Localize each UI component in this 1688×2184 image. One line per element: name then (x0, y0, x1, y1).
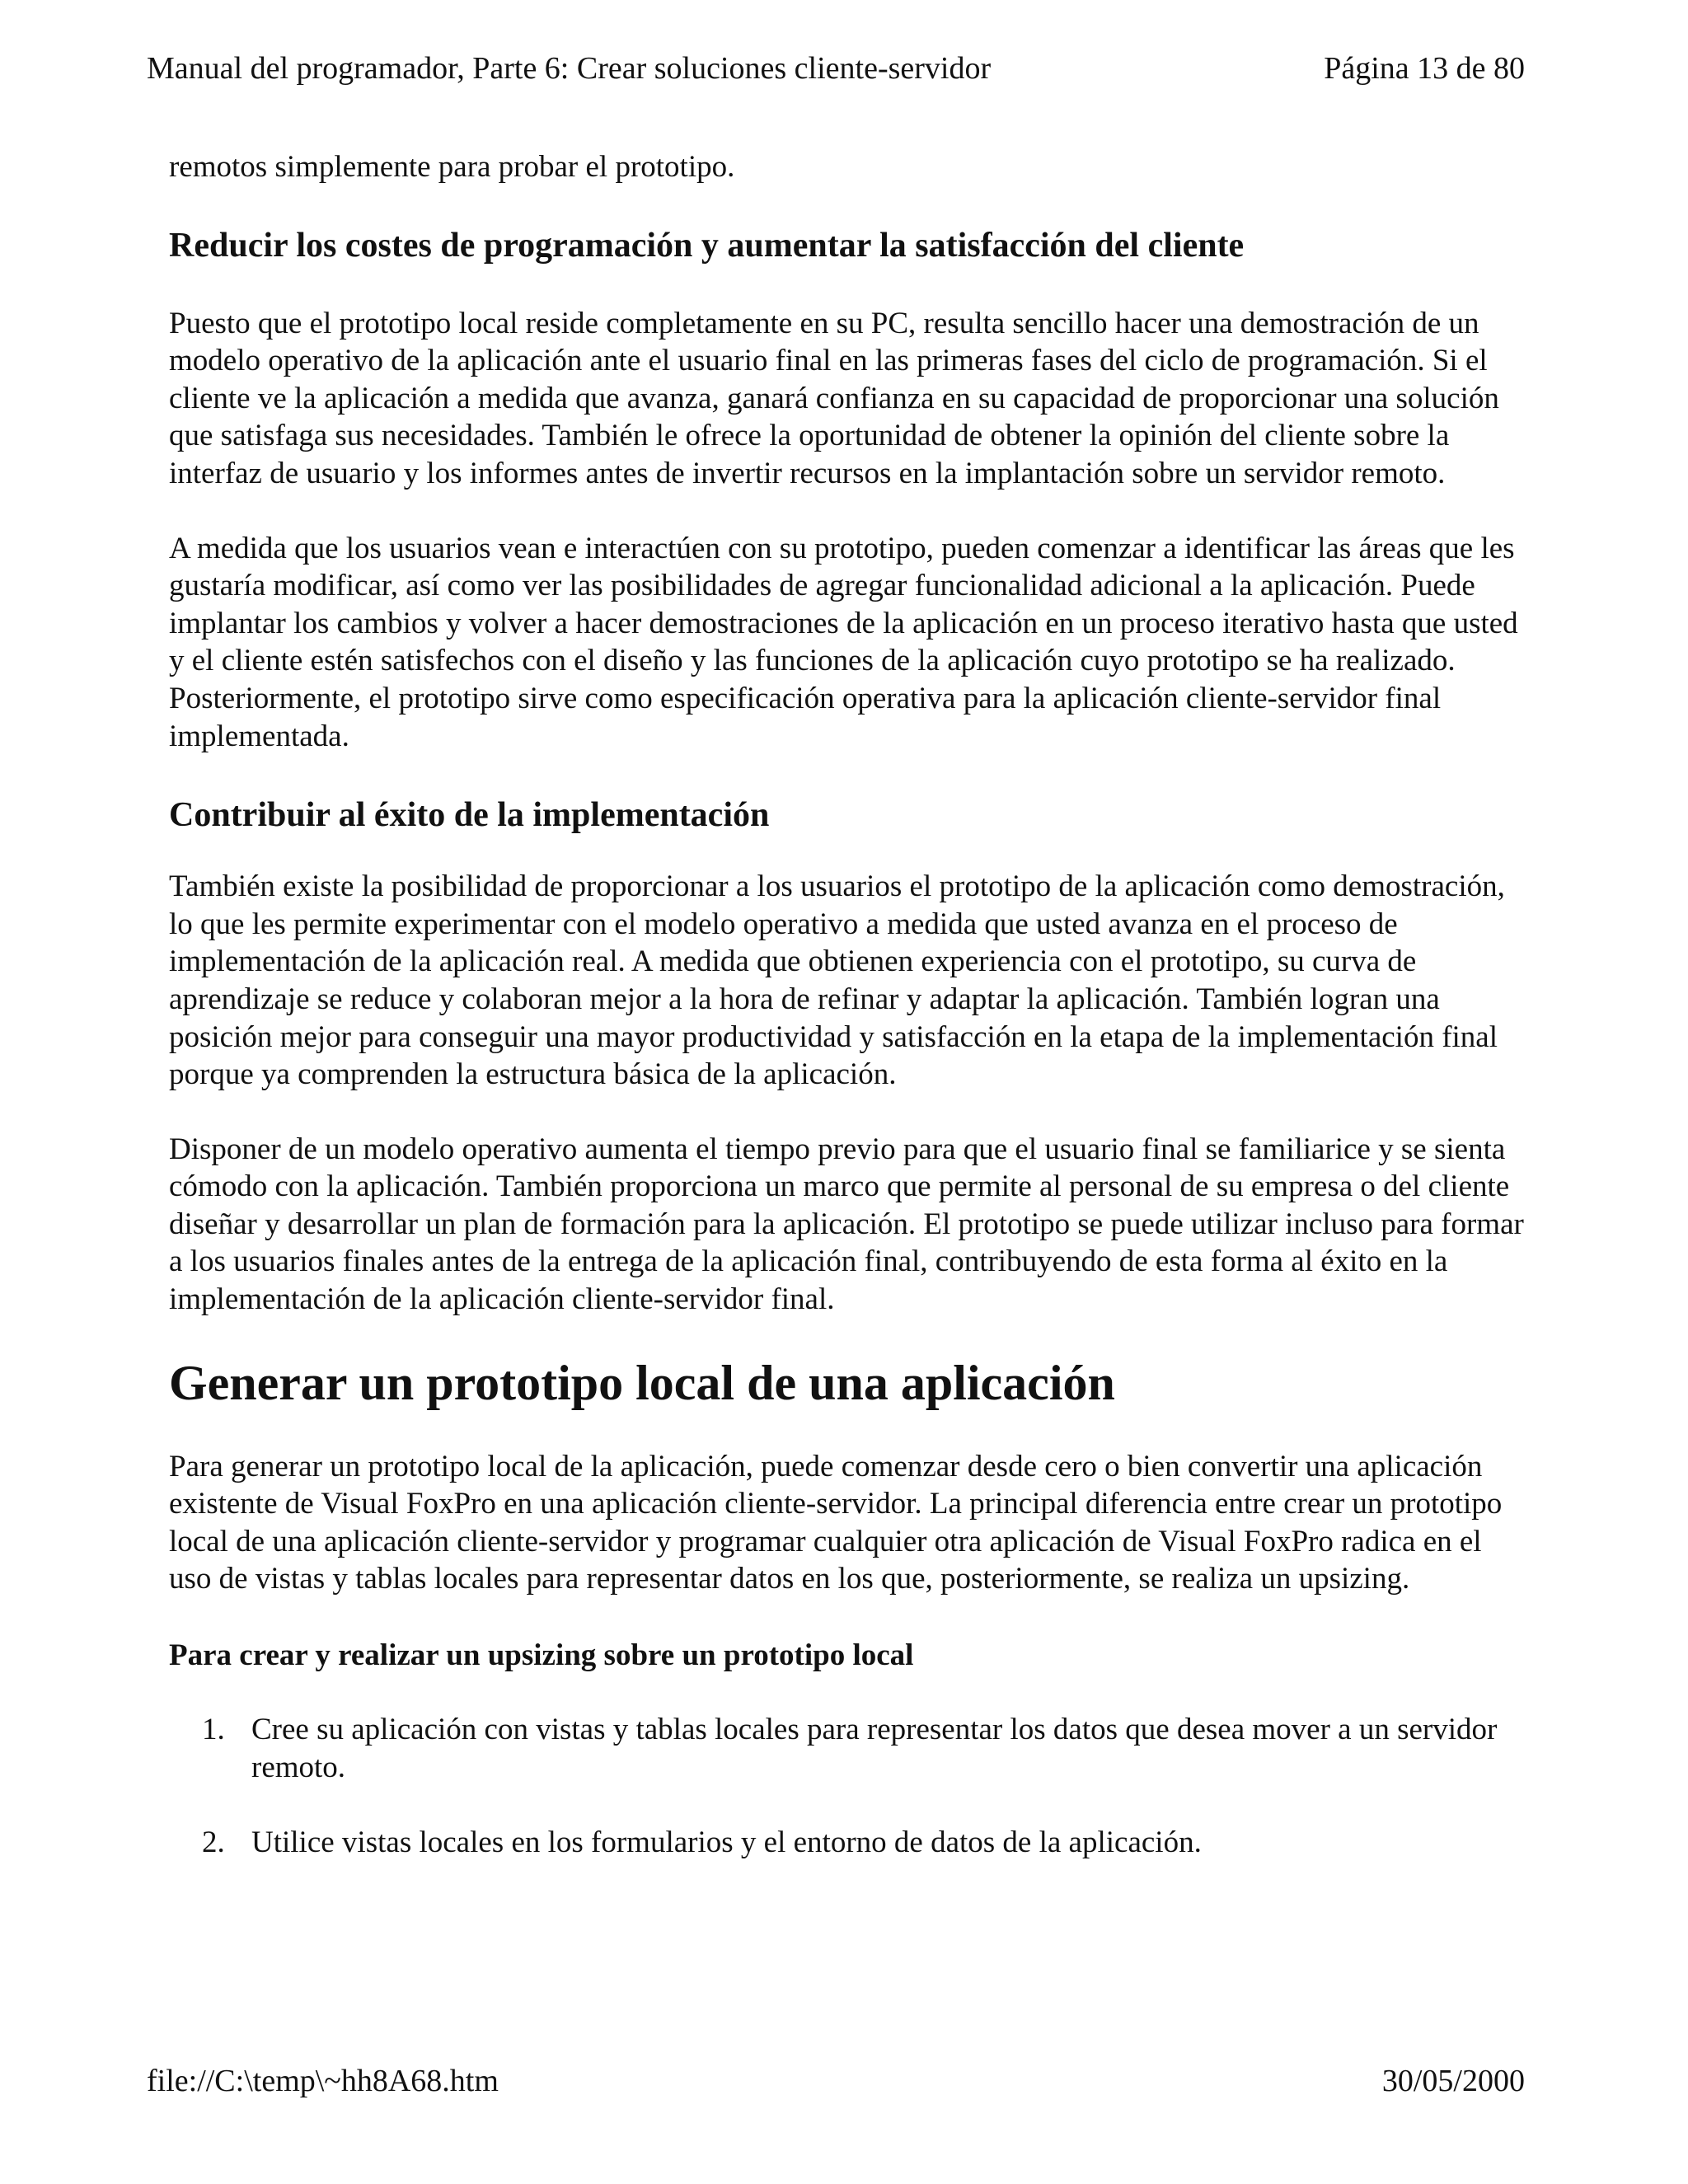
step-text: Utilice vistas locales en los formularios y el entorno de datos de la aplicación. (251, 1825, 1202, 1860)
main-heading-generate-prototype: Generar un prototipo local de una aplicación (169, 1355, 1115, 1410)
page-header (147, 48, 1525, 89)
list-item (169, 1824, 1529, 1862)
print-date: 30/05/2000 (1381, 2064, 1525, 2098)
page-number: Página 13 de 80 (1324, 51, 1525, 86)
document-content (169, 148, 1529, 1900)
document-title: Manual del programador, Parte 6: Crear soluciones cliente-servidor (147, 51, 992, 86)
step-text: Cree su aplicación con vistas y tablas locales para representar los datos que desea mover a un servidor remoto. (251, 1713, 1498, 1784)
paragraph: También existe la posibilidad de proporcionar a los usuarios el prototipo de la aplicación como demostración, lo que les permite experimentar con el modelo operativo a medida que usted avanza en el proceso de implementación de la aplicación real. A medida que obtienen experiencia con el prototipo, su curva de aprendizaje se reduce y colaboran mejor a la hora de refinar y adaptar la aplicación. También logran una posición mejor para conseguir una mayor productividad y satisfacción en la etapa de la implementación final porque ya comprenden la estructura básica de la aplicación. (169, 869, 1505, 1092)
step-number: 2. (202, 1825, 225, 1860)
procedure-heading: Para crear y realizar un upsizing sobre un prototipo local (169, 1638, 914, 1673)
file-path: file://C:\temp\~hh8A68.htm (147, 2064, 499, 2098)
step-number: 1. (202, 1713, 225, 1747)
procedure-steps (169, 1711, 1529, 1862)
paragraph: Puesto que el prototipo local reside completamente en su PC, resulta sencillo hacer una demostración de un modelo operativo de la aplicación ante el usuario final en las primeras fases del ciclo de programación. Si el cliente ve la aplicación a medida que avanza, ganará confianza en su capacidad de proporcionar una solución que satisfaga sus necesidades. También le ofrece la oportunidad de obtener la opinión del cliente sobre la interfaz de usuario y los informes antes de invertir recursos en la implantación sobre un servidor remoto. (169, 306, 1499, 490)
continued-paragraph: remotos simplemente para probar el prototipo. (169, 150, 735, 184)
page-footer (147, 2060, 1525, 2102)
paragraph: A medida que los usuarios vean e interactúen con su prototipo, pueden comenzar a identificar las áreas que les gustaría modificar, así como ver las posibilidades de agregar funcionalidad adicional a la aplicación. Puede implantar los cambios y volver a hacer demostraciones de la aplicación en un proceso iterativo hasta que usted y el cliente estén satisfechos con el diseño y las funciones de la aplicación cuyo prototipo se ha realizado. Posteriormente, el prototipo sirve como especificación operativa para la aplicación cliente-servidor final implementada. (169, 531, 1518, 753)
section-heading-reduce-costs: Reducir los costes de programación y aumentar la satisfacción del cliente (169, 226, 1245, 265)
paragraph: Para generar un prototipo local de la aplicación, puede comenzar desde cero o bien convertir una aplicación existente de Visual FoxPro en una aplicación cliente-servidor. La principal diferencia entre crear un prototipo local de una aplicación cliente-servidor y programar cualquier otra aplicación de Visual FoxPro radica en el uso de vistas y tablas locales para representar datos en los que, posteriormente, se realiza un upsizing. (169, 1449, 1503, 1596)
paragraph: Disponer de un modelo operativo aumenta el tiempo previo para que el usuario final se familiarice y se sienta cómodo con la aplicación. También proporciona un marco que permite al personal de su empresa o del cliente diseñar y desarrollar un plan de formación para la aplicación. El prototipo se puede utilizar incluso para formar a los usuarios finales antes de la entrega de la aplicación final, contribuyendo de esta forma al éxito en la implementación de la aplicación cliente-servidor final. (169, 1132, 1524, 1317)
list-item (169, 1711, 1529, 1786)
section-heading-contribute-success: Contribuir al éxito de la implementación (169, 796, 770, 835)
